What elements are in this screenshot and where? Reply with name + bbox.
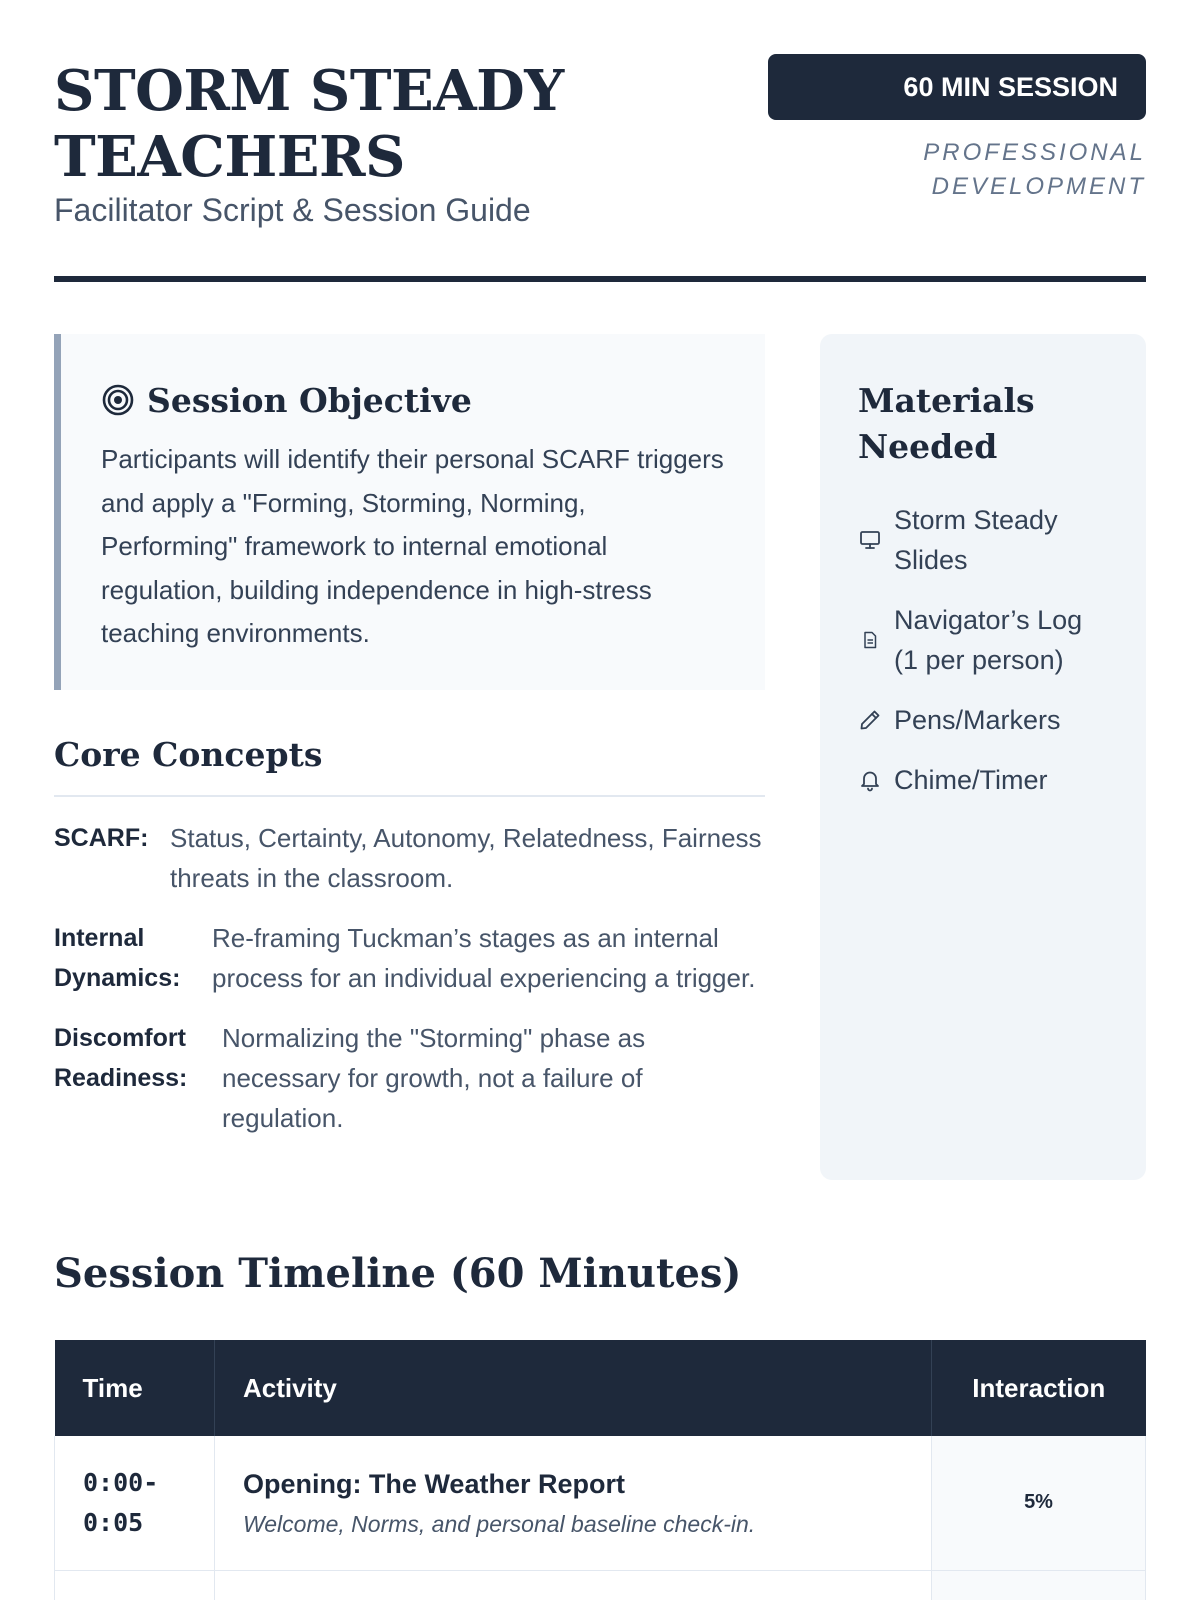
material-item bbox=[858, 700, 1112, 740]
session-objective-box bbox=[54, 334, 765, 690]
column-header-activity: Activity bbox=[214, 1340, 931, 1436]
time-cell bbox=[55, 1570, 215, 1600]
core-concepts-list bbox=[54, 818, 765, 1158]
session-duration-badge: 60 MIN SESSION bbox=[768, 54, 1146, 120]
time-cell: 0:00-0:05 bbox=[55, 1436, 215, 1570]
material-item bbox=[858, 760, 1112, 800]
page-subtitle: Facilitator Script & Session Guide bbox=[54, 192, 531, 228]
material-label: Pens/Markers bbox=[894, 705, 1061, 735]
concept-term: Internal Dynamics: bbox=[54, 924, 181, 992]
concept-item bbox=[54, 818, 765, 898]
document-icon bbox=[858, 628, 882, 652]
materials-title: Materials Needed bbox=[858, 381, 1035, 466]
concept-item bbox=[54, 1018, 765, 1138]
materials-card bbox=[820, 334, 1146, 1180]
objective-title: Session Objective bbox=[147, 380, 472, 420]
pencil-icon bbox=[858, 708, 882, 732]
material-item bbox=[858, 600, 1112, 680]
activity-description: Welcome, Norms, and personal baseline check-in. bbox=[242, 1510, 756, 1537]
column-header-interaction: Interaction bbox=[932, 1340, 1146, 1436]
concept-definition: Re-framing Tuckman’s stages as an internal process for an individual experiencing a trigger. bbox=[212, 923, 756, 993]
bell-icon bbox=[858, 768, 882, 792]
activity-name: Opening: The Weather Report bbox=[242, 1468, 625, 1499]
material-item bbox=[858, 500, 1112, 580]
table-row bbox=[55, 1570, 1146, 1600]
column-header-time: Time bbox=[55, 1340, 215, 1436]
activity-cell bbox=[214, 1436, 931, 1570]
monitor-icon bbox=[858, 528, 882, 552]
target-icon bbox=[101, 383, 135, 417]
category-label: PROFESSIONAL DEVELOPMENT bbox=[923, 139, 1146, 200]
session-timeline-title: Session Timeline (60 Minutes) bbox=[54, 1250, 742, 1297]
session-timeline-table bbox=[54, 1340, 1146, 1600]
table-row bbox=[55, 1436, 1146, 1570]
page-title: STORM STEADY TEACHERS bbox=[54, 58, 564, 190]
activity-cell bbox=[214, 1570, 931, 1600]
material-label: Navigator’s Log (1 per person) bbox=[894, 605, 1083, 675]
interaction-cell: 5% bbox=[932, 1436, 1146, 1570]
concept-term: SCARF: bbox=[54, 824, 149, 852]
material-label: Chime/Timer bbox=[894, 765, 1048, 795]
core-concepts-title: Core Concepts bbox=[54, 733, 765, 797]
concept-term: Discomfort Readiness: bbox=[54, 1024, 188, 1092]
objective-text: Participants will identify their personal SCARF triggers and apply a "Forming, Storming, Norming, Performing" framework to internal emotional regulation, building independence in high-stress teaching environments. bbox=[101, 444, 724, 648]
interaction-cell bbox=[932, 1570, 1146, 1600]
concept-definition: Normalizing the "Storming" phase as necessary for growth, not a failure of regulation. bbox=[222, 1023, 646, 1133]
page-header bbox=[54, 50, 1146, 282]
material-label: Storm Steady Slides bbox=[894, 505, 1058, 575]
concept-definition: Status, Certainty, Autonomy, Relatedness, Fairness threats in the classroom. bbox=[170, 823, 762, 893]
objective-heading bbox=[101, 378, 725, 422]
concept-item bbox=[54, 918, 765, 998]
table-header-row bbox=[55, 1340, 1146, 1436]
